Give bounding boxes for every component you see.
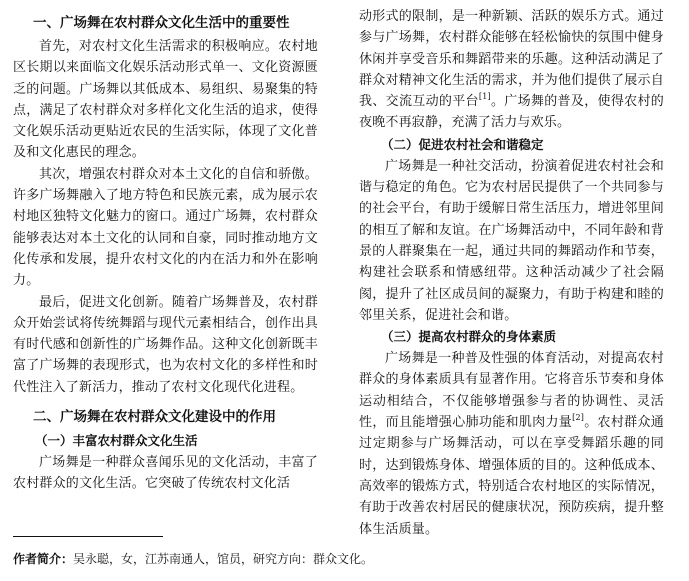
- paragraph-fourth: 广场舞是一种群众喜闻乐见的文化活动，丰富了农村群众的文化生活。它突破了传统农村文化活: [13, 455, 318, 492]
- subsection-heading-1: （一）丰富农村群众文化生活: [35, 433, 198, 449]
- footnote-divider: [13, 536, 163, 537]
- right-column: [359, 6, 664, 540]
- paragraph-social: 广场舞是一种社交活动，扮演着促进农村社会和谐与稳定的角色。它为农村居民提供了一个共同参与的社会平台，有助于缓解日常生活压力，增进邻里间的相互了解和友谊。在广场舞活动中，不同年龄和背景的人群聚集在一起，通过共同的舞蹈动作和节奏，构建社会联系和情感纽带。这种活动减少了社会隔阂，提升了社区成员间的凝聚力，有助于构建和睦的邻里关系，促进社会和谐。: [359, 158, 664, 323]
- paragraph-first: 首先，对农村文化生活需求的积极响应。农村地区长期以来面临文化娱乐活动形式单一、文化资源匮乏的问题。广场舞以其低成本、易组织、易聚集的特点，满足了农村群众对多样化文化生活的追求，使得文化娱乐活动更贴近农民的生活实际，体现了文化普及和文化惠民的理念。: [13, 39, 318, 161]
- paragraph-continued: [359, 6, 664, 134]
- paragraph-continued-text-a: 动形式的限制，是一种新颖、活跃的娱乐方式。通过参与广场舞，农村群众能够在轻松愉快的氛围中健身休闲并享受音乐和舞蹈带来的乐趣。这种活动满足了群众对精神文化生活的需求，并为他们提供了展示自我、交流互动的平台: [359, 9, 664, 110]
- paragraph-health-text-a: 广场舞是一种普及性强的体育活动，对提高农村群众的身体素质具有显著作用。它将音乐节奏和身体运动相结合，不仅能够增强参与者的协调性、灵活性，而且能增强心肺功能和肌肉力量: [359, 351, 664, 431]
- author-footnote: [13, 550, 373, 568]
- section-heading-1: 一、广场舞在农村群众文化生活中的重要性: [33, 15, 290, 31]
- paragraph-health-text-b: 。农村群众通过定期参与广场舞活动，可以在享受舞蹈乐趣的同时，达到锻炼身体、增强体质的目的。这种低成本、高效率的锻炼方式，特别适合农村地区的实际情况，有助于改善农村居民的健康状况，预防疾病，提升整体生活质量。: [359, 415, 665, 537]
- paragraph-continued-text-b: 。广场舞的普及，使得农村的夜晚不再寂静，充满了活力与欢乐。: [359, 94, 664, 131]
- left-column: [13, 6, 318, 495]
- citation-ref-2: [2]: [572, 413, 585, 423]
- paragraph-second: 其次，增强农村群众对本土文化的自信和骄傲。许多广场舞融入了地方特色和民族元素，成为展示农村地区独特文化魅力的窗口。通过广场舞，农村群众能够表达对本土文化的认同和自豪，同时推动地方文化传承和发展，提升农村文化的内在活力和外在影响力。: [13, 166, 318, 289]
- paragraph-health: [359, 348, 664, 540]
- paragraph-third: 最后，促进文化创新。随着广场舞普及，农村群众开始尝试将传统舞蹈与现代元素相结合，创作出具有时代感和创新性的广场舞作品。这种文化创新既丰富了广场舞的表现形式，也为农村文化的多样性和时代性注入了新活力，推动了农村文化现代化进程。: [13, 294, 318, 395]
- author-info: 吴永聪，女，江苏南通人，馆员，研究方向：群众文化。: [73, 552, 374, 566]
- author-label: 作者简介：: [13, 552, 74, 566]
- section-heading-2: 二、广场舞在农村群众文化建设中的作用: [33, 409, 276, 426]
- citation-ref-1: [1]: [478, 92, 491, 102]
- subsection-heading-3: （三）提高农村群众的身体素质: [381, 329, 557, 345]
- subsection-heading-2: （二）促进农村社会和谐稳定: [381, 136, 544, 152]
